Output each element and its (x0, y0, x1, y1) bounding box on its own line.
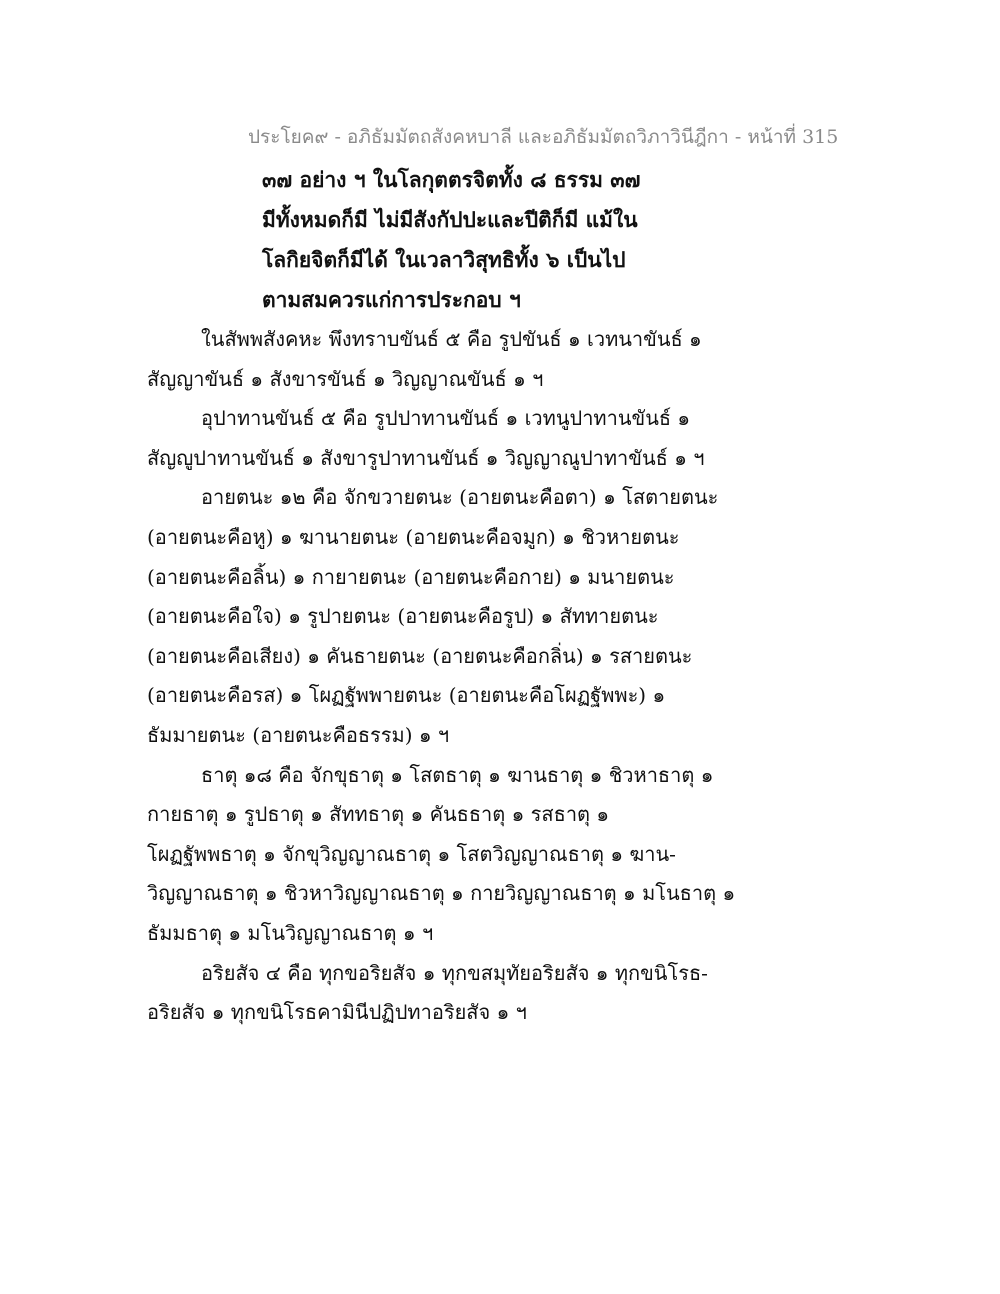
paragraph-line: สัญญาขันธ์ ๑ สังขารขันธ์ ๑ วิญญาณขันธ์ ๑ ฯ (147, 366, 544, 391)
paragraph-line: (อายตนะคือเสียง) ๑ คันธายตนะ (อายตนะคือกลิ่น) ๑ รสายตนะ (147, 643, 693, 668)
body-text (147, 320, 867, 1033)
paragraph-line: กายธาตุ ๑ รูปธาตุ ๑ สัททธาตุ ๑ คันธธาตุ ๑ รสธาตุ ๑ (147, 802, 610, 827)
paragraph-line: (อายตนะคือหู) ๑ ฆานายตนะ (อายตนะคือจมูก) ๑ ชิวหายตนะ (147, 524, 680, 549)
paragraph-line: ในสัพพสังคหะ พึงทราบขันธ์ ๕ คือ รูปขันธ์ ๑ เวทนาขันธ์ ๑ (201, 327, 702, 351)
paragraph-line: อายตนะ ๑๒ คือ จักขวายตนะ (อายตนะคือตา) ๑ โสตายตนะ (201, 485, 719, 510)
verse-line: มีทั้งหมดก็มี ไม่มีสังกัปปะและปีติก็มี แม้ใน (262, 207, 638, 232)
verse-line: ตามสมควรแก่การประกอบ ฯ (262, 287, 521, 312)
paragraph-line: ธัมมายตนะ (อายตนะคือธรรม) ๑ ฯ (147, 722, 450, 747)
paragraph-line: (อายตนะคือลิ้น) ๑ กายายตนะ (อายตนะคือกาย) ๑ มนายตนะ (147, 564, 675, 589)
verse-block (262, 160, 862, 320)
paragraph-line: สัญญูปาทานขันธ์ ๑ สังขารูปาทานขันธ์ ๑ วิญญาณูปาทาขันธ์ ๑ ฯ (147, 445, 705, 470)
verse-line: โลกิยจิตก็มีได้ ในเวลาวิสุทธิทั้ง ๖ เป็นไป (262, 247, 626, 272)
verse-line: ๓๗ อย่าง ฯ ในโลกุตตรจิตทั้ง ๘ ธรรม ๓๗ (262, 167, 641, 192)
paragraph-line: โผฏฐัพพธาตุ ๑ จักขุวิญญาณธาตุ ๑ โสตวิญญาณธาตุ ๑ ฆาน- (147, 841, 676, 866)
paragraph-line: (อายตนะคือรส) ๑ โผฏฐัพพายตนะ (อายตนะคือโผฏฐัพพะ) ๑ (147, 683, 666, 708)
paragraph-line: อุปาทานขันธ์ ๕ คือ รูปปาทานขันธ์ ๑ เวทนูปาทานขันธ์ ๑ (201, 406, 691, 431)
page-header: ประโยค๙ - อภิธัมมัตถสังคหบาลี และอภิธัมมัตถวิภาวินีฎีกา - หน้าที่ 315 (248, 126, 839, 148)
paragraph-line: ธัมมธาตุ ๑ มโนวิญญาณธาตุ ๑ ฯ (147, 920, 434, 945)
paragraph-line: (อายตนะคือใจ) ๑ รูปายตนะ (อายตนะคือรูป) ๑ สัททายตนะ (147, 604, 659, 629)
paragraph-line: วิญญาณธาตุ ๑ ชิวหาวิญญาณธาตุ ๑ กายวิญญาณธาตุ ๑ มโนธาตุ ๑ (147, 881, 736, 906)
paragraph-line: อริยสัจ ๑ ทุกขนิโรธคามินีปฏิปทาอริยสัจ ๑ ฯ (147, 1000, 527, 1025)
paragraph-line: ธาตุ ๑๘ คือ จักขุธาตุ ๑ โสตธาตุ ๑ ฆานธาตุ ๑ ชิวหาธาตุ ๑ (201, 762, 714, 787)
paragraph-line: อริยสัจ ๔ คือ ทุกขอริยสัจ ๑ ทุกขสมุทัยอริยสัจ ๑ ทุกขนิโรธ- (201, 960, 708, 985)
